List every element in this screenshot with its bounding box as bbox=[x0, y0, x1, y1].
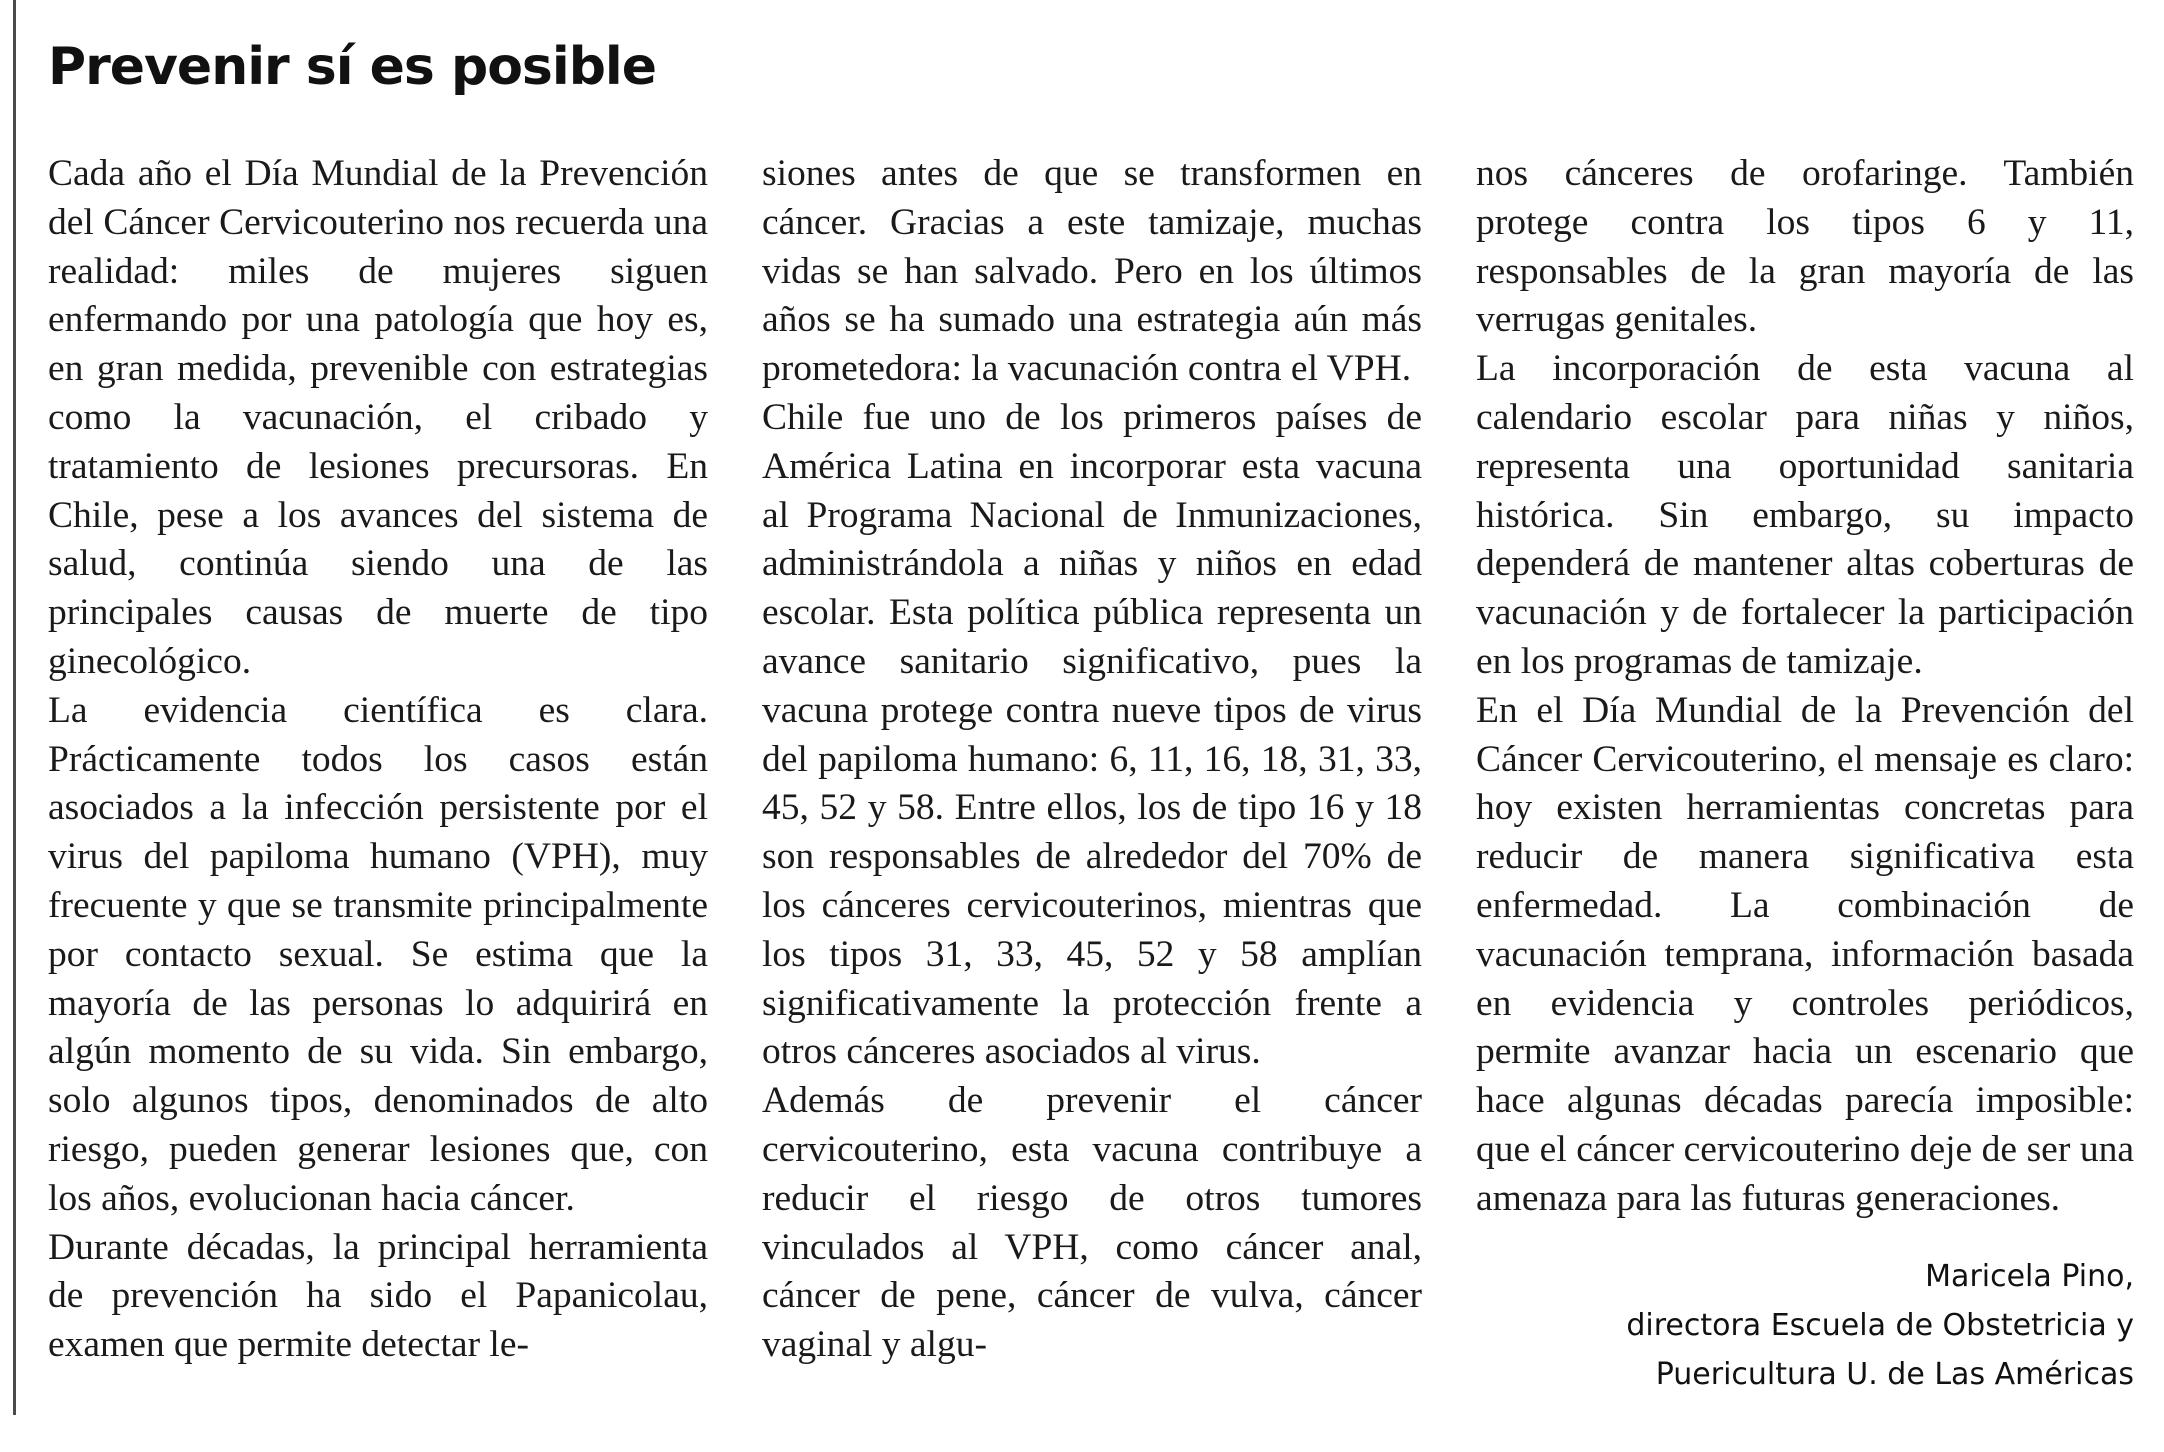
author-signature bbox=[1476, 1252, 2134, 1399]
paragraph: La incorporación de esta vacuna al calendario escolar para niñas y niños, representa una oportunidad sanitaria histórica. Sin embargo, su impacto dependerá de mantener altas coberturas de vacunación y de fortalecer la participación en los programas de tamizaje. bbox=[1476, 348, 2134, 682]
author-role: directora Escuela de Obstetricia y bbox=[1626, 1307, 2134, 1343]
article-column-1 bbox=[48, 150, 708, 1370]
paragraph: Cada año el Día Mundial de la Prevención del Cáncer Cervicouterino nos recuerda una realidad: miles de mujeres siguen enfermando por una patología que hoy es, en gran medida, prevenible con estrategias como la vacunación, el cribado y tratamiento de lesiones precursoras. En Chile, pese a los avances del sistema de salud, continúa siendo una de las principales causas de muerte de tipo ginecológico. bbox=[48, 153, 708, 682]
paragraph: Durante décadas, la principal herramienta de prevención ha sido el Papanicolau, examen que permite detectar le- bbox=[48, 1226, 708, 1366]
article-column-3 bbox=[1476, 150, 2134, 1399]
paragraph: En el Día Mundial de la Prevención del Cáncer Cervicouterino, el mensaje es claro: hoy existen herramientas concretas para reducir de manera significativa esta enfermedad. La combinación de vacunación temprana, información basada en evidencia y controles periódicos, permite avanzar hacia un escenario que hace algunas décadas parecía imposible: que el cáncer cervicouterino deje de ser una amenaza para las futuras generaciones. bbox=[1476, 689, 2134, 1219]
paragraph: nos cánceres de orofaringe. También protege contra los tipos 6 y 11, responsables de la gran mayoría de las verrugas genitales. bbox=[1476, 153, 2134, 341]
paragraph: Además de prevenir el cáncer cervicouterino, esta vacuna contribuye a reducir el riesgo de otros tumores vinculados al VPH, como cáncer anal, cáncer de pene, cáncer de vulva, cáncer vaginal y algu- bbox=[762, 1080, 1422, 1366]
author-affiliation: Puericultura U. de Las Américas bbox=[1655, 1356, 2134, 1392]
author-name: Maricela Pino, bbox=[1925, 1258, 2134, 1294]
paragraph: Chile fue uno de los primeros países de América Latina en incorporar esta vacuna al Programa Nacional de Inmunizaciones, administrándola a niñas y niños en edad escolar. Esta política pública representa un avance sanitario significativo, pues la vacuna protege contra nueve tipos de virus del papiloma humano: 6, 11, 16, 18, 31, 33, 45, 52 y 58. Entre ellos, los de tipo 16 y 18 son responsables de alrededor del 70% de los cánceres cervicouterinos, mientras que los tipos 31, 33, 45, 52 y 58 amplían significativamente la protección frente a otros cánceres asociados al virus. bbox=[762, 396, 1422, 1073]
paragraph: La evidencia científica es clara. Prácticamente todos los casos están asociados a la infección persistente por el virus del papiloma humano (VPH), muy frecuente y que se transmite principalmente por contacto sexual. Se estima que la mayoría de las personas lo adquirirá en algún momento de su vida. Sin embargo, solo algunos tipos, denominados de alto riesgo, pueden generar lesiones que, con los años, evolucionan hacia cáncer. bbox=[48, 689, 708, 1219]
headline: Prevenir sí es posible bbox=[48, 37, 657, 97]
paragraph: siones antes de que se transformen en cáncer. Gracias a este tamizaje, muchas vidas se han salvado. Pero en los últimos años se ha sumado una estrategia aún más prometedora: la vacunación contra el VPH. bbox=[762, 153, 1422, 390]
column-rule bbox=[13, 0, 16, 1415]
article-column-2 bbox=[762, 150, 1422, 1370]
